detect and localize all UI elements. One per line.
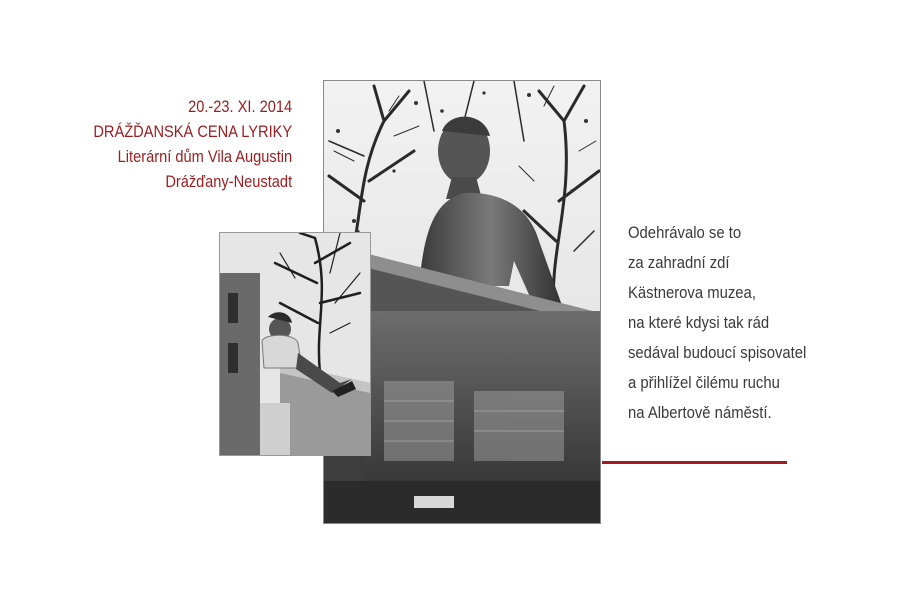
caption-line: Odehrávalo se to <box>628 224 742 242</box>
story-caption <box>628 218 806 428</box>
caption-line: na které kdysi tak rád <box>628 314 770 332</box>
caption-line: Kästnerova muzea, <box>628 284 756 302</box>
event-venue: Literární dům Vila Augustin <box>117 147 292 166</box>
event-date: 20.-23. XI. 2014 <box>187 97 292 116</box>
caption-line: na Albertově náměstí. <box>628 404 772 422</box>
event-city: Drážďany-Neustadt <box>165 172 292 191</box>
caption-line: sedával budoucí spisovatel <box>628 344 807 362</box>
event-title: DRÁŽĎANSKÁ CENA LYRIKY <box>93 122 292 141</box>
caption-line: za zahradní zdí <box>628 254 730 272</box>
child-photo-image <box>220 233 370 455</box>
accent-divider <box>602 461 787 464</box>
child-photo <box>219 232 371 456</box>
caption-line: a přihlížel čilému ruchu <box>628 374 780 392</box>
event-header <box>93 94 292 194</box>
